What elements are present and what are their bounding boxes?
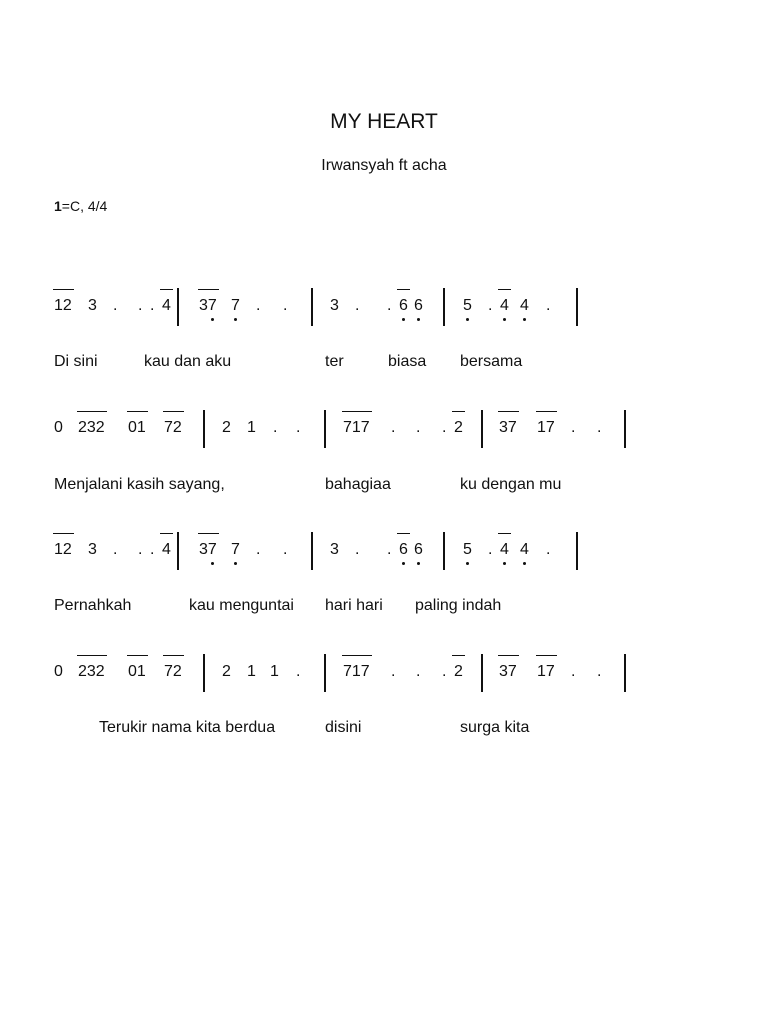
beam-line xyxy=(53,533,74,534)
rest-dot: . xyxy=(391,663,396,680)
bar-line xyxy=(177,532,179,570)
notation-line-2 xyxy=(0,418,768,464)
note: 2 xyxy=(222,419,231,436)
bar-line xyxy=(177,288,179,326)
beam-line xyxy=(452,655,465,656)
note: 5 xyxy=(463,541,472,558)
low-octave-dot xyxy=(523,562,526,565)
note: 0 xyxy=(54,419,63,436)
note: 17 xyxy=(537,419,555,436)
rest-dot: . xyxy=(387,297,392,314)
note: 37 xyxy=(199,297,217,314)
song-title: MY HEART xyxy=(330,110,438,133)
note: 232 xyxy=(78,663,105,680)
note: 1 xyxy=(247,663,256,680)
note: 3 xyxy=(88,541,97,558)
beam-line xyxy=(498,655,519,656)
rest-dot: . xyxy=(546,297,551,314)
low-octave-dot xyxy=(234,318,237,321)
beam-line xyxy=(498,411,519,412)
rest-dot: . xyxy=(571,663,576,680)
note: 6 xyxy=(414,541,423,558)
low-octave-dot xyxy=(417,318,420,321)
note: 01 xyxy=(128,419,146,436)
bar-line xyxy=(624,410,626,448)
lyric-phrase: bersama xyxy=(460,353,523,370)
rest-dot: . xyxy=(488,541,493,558)
notation-line-3 xyxy=(0,540,768,586)
note: 6 xyxy=(399,541,408,558)
rest-dot: . xyxy=(546,541,551,558)
beam-line xyxy=(342,411,372,412)
note: 4 xyxy=(500,297,509,314)
low-octave-dot xyxy=(466,562,469,565)
rest-dot: . xyxy=(416,663,421,680)
rest-dot: . xyxy=(391,419,396,436)
song-artist: Irwansyah ft acha xyxy=(321,157,447,174)
beam-line xyxy=(127,411,148,412)
low-octave-dot xyxy=(402,562,405,565)
beam-line xyxy=(198,533,219,534)
note: 37 xyxy=(499,419,517,436)
beam-line xyxy=(77,655,107,656)
low-octave-dot xyxy=(402,318,405,321)
note: 7 xyxy=(231,541,240,558)
rest-dot: . xyxy=(113,541,118,558)
lyric-phrase: ku dengan mu xyxy=(460,476,562,493)
bar-line xyxy=(311,288,313,326)
lyric-line-1 xyxy=(0,353,768,375)
lyric-phrase: hari hari xyxy=(325,597,383,614)
bar-line xyxy=(624,654,626,692)
note: 717 xyxy=(343,663,370,680)
note: 4 xyxy=(162,541,171,558)
note: 4 xyxy=(520,541,529,558)
note: 3 xyxy=(330,297,339,314)
note: 12 xyxy=(54,297,72,314)
note: 2 xyxy=(454,419,463,436)
note: 37 xyxy=(499,663,517,680)
note: 4 xyxy=(162,297,171,314)
note: 0 xyxy=(54,663,63,680)
beam-line xyxy=(53,289,74,290)
rest-dot: . xyxy=(113,297,118,314)
low-octave-dot xyxy=(503,562,506,565)
bar-line xyxy=(324,654,326,692)
rest-dot: . xyxy=(571,419,576,436)
lyric-line-4 xyxy=(0,719,768,741)
bar-line xyxy=(203,410,205,448)
lyric-line-3 xyxy=(0,597,768,619)
note: 6 xyxy=(399,297,408,314)
bar-line xyxy=(311,532,313,570)
lyric-phrase: kau dan aku xyxy=(144,353,232,370)
rest-dot: . xyxy=(150,541,155,558)
note: 72 xyxy=(164,419,182,436)
rest-dot: . xyxy=(273,419,278,436)
lyric-phrase: Pernahkah xyxy=(54,597,132,614)
rest-dot: . xyxy=(597,663,602,680)
rest-dot: . xyxy=(256,297,261,314)
note: 2 xyxy=(222,663,231,680)
notation-line-1 xyxy=(0,296,768,342)
rest-dot: . xyxy=(488,297,493,314)
lyric-phrase: Terukir nama kita berdua xyxy=(99,719,276,736)
rest-dot: . xyxy=(283,541,288,558)
beam-line xyxy=(452,411,465,412)
lyric-phrase: ter xyxy=(325,353,344,370)
note: 4 xyxy=(520,297,529,314)
beam-line xyxy=(498,533,511,534)
key-signature xyxy=(54,198,107,214)
rest-dot: . xyxy=(256,541,261,558)
beam-line xyxy=(163,411,184,412)
low-octave-dot xyxy=(234,562,237,565)
bar-line xyxy=(481,410,483,448)
low-octave-dot xyxy=(211,318,214,321)
beam-line xyxy=(397,289,410,290)
low-octave-dot xyxy=(523,318,526,321)
bar-line xyxy=(324,410,326,448)
rest-dot: . xyxy=(138,297,143,314)
rest-dot: . xyxy=(283,297,288,314)
beam-line xyxy=(536,655,557,656)
note: 2 xyxy=(454,663,463,680)
bar-line xyxy=(576,532,578,570)
lyric-line-2 xyxy=(0,476,768,498)
lyric-phrase: biasa xyxy=(388,353,427,370)
key-meter: =C, 4/4 xyxy=(61,198,108,214)
beam-line xyxy=(163,655,184,656)
beam-line xyxy=(536,411,557,412)
rest-dot: . xyxy=(355,297,360,314)
rest-dot: . xyxy=(138,541,143,558)
lyric-phrase: Menjalani kasih sayang, xyxy=(54,476,225,493)
note: 7 xyxy=(231,297,240,314)
notation-line-4 xyxy=(0,662,768,708)
low-octave-dot xyxy=(417,562,420,565)
note: 01 xyxy=(128,663,146,680)
beam-line xyxy=(397,533,410,534)
note: 17 xyxy=(537,663,555,680)
note: 1 xyxy=(270,663,279,680)
low-octave-dot xyxy=(503,318,506,321)
note: 12 xyxy=(54,541,72,558)
beam-line xyxy=(127,655,148,656)
note: 72 xyxy=(164,663,182,680)
low-octave-dot xyxy=(211,562,214,565)
lyric-phrase: surga kita xyxy=(460,719,530,736)
bar-line xyxy=(203,654,205,692)
beam-line xyxy=(198,289,219,290)
rest-dot: . xyxy=(387,541,392,558)
note: 5 xyxy=(463,297,472,314)
bar-line xyxy=(443,288,445,326)
lyric-phrase: kau menguntai xyxy=(189,597,294,614)
beam-line xyxy=(342,655,372,656)
beam-line xyxy=(77,411,107,412)
rest-dot: . xyxy=(597,419,602,436)
note: 1 xyxy=(247,419,256,436)
beam-line xyxy=(160,533,173,534)
lyric-phrase: bahagiaa xyxy=(325,476,391,493)
bar-line xyxy=(443,532,445,570)
bar-line xyxy=(481,654,483,692)
note: 4 xyxy=(500,541,509,558)
note: 3 xyxy=(88,297,97,314)
note: 37 xyxy=(199,541,217,558)
rest-dot: . xyxy=(442,663,447,680)
rest-dot: . xyxy=(296,663,301,680)
lyric-phrase: paling indah xyxy=(415,597,502,614)
beam-line xyxy=(498,289,511,290)
bar-line xyxy=(576,288,578,326)
note: 6 xyxy=(414,297,423,314)
low-octave-dot xyxy=(466,318,469,321)
lyric-phrase: Di sini xyxy=(54,353,98,370)
note: 232 xyxy=(78,419,105,436)
rest-dot: . xyxy=(296,419,301,436)
note: 717 xyxy=(343,419,370,436)
rest-dot: . xyxy=(416,419,421,436)
rest-dot: . xyxy=(355,541,360,558)
note: 3 xyxy=(330,541,339,558)
lyric-phrase: disini xyxy=(325,719,362,736)
rest-dot: . xyxy=(150,297,155,314)
beam-line xyxy=(160,289,173,290)
rest-dot: . xyxy=(442,419,447,436)
key-note: 1 xyxy=(54,198,62,214)
